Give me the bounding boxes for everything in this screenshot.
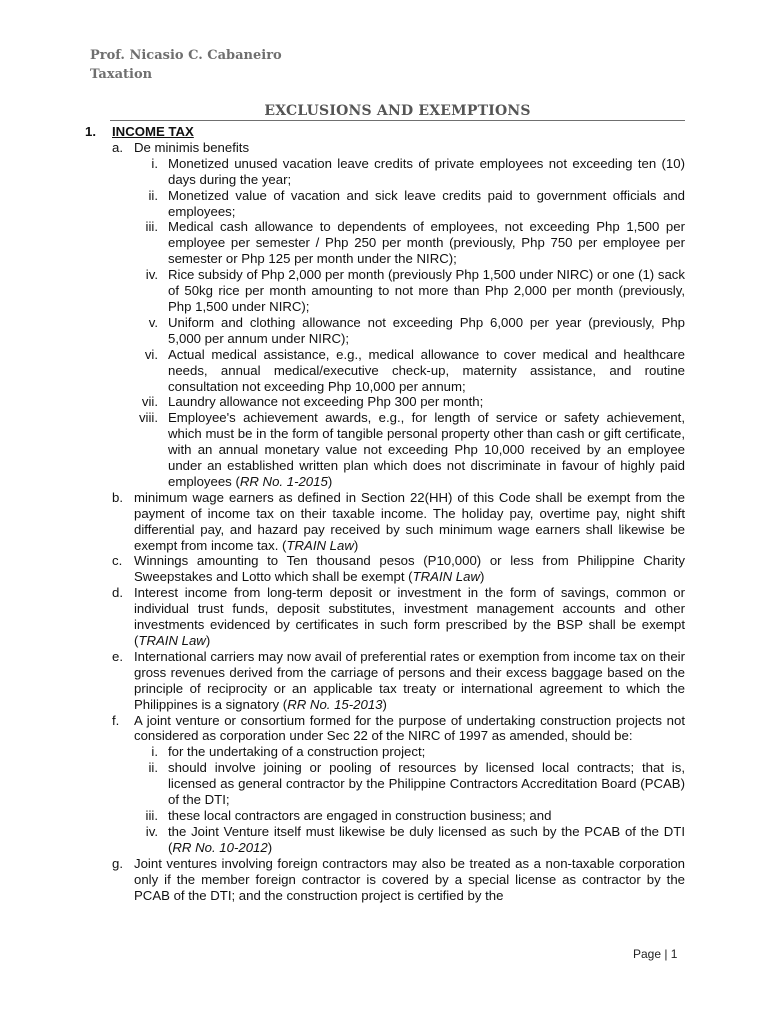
- closing-paren: ): [382, 696, 387, 712]
- sublist-item-f-iv: [85, 824, 685, 856]
- title-rule: [110, 120, 685, 121]
- sublist-item-f-iii: [85, 808, 685, 824]
- item-marker: vi.: [144, 346, 158, 362]
- item-marker: iv.: [145, 267, 158, 283]
- sublist-item-a-viii: [85, 410, 685, 490]
- closing-paren: ): [479, 569, 485, 585]
- item-marker: g.: [112, 855, 123, 871]
- item-text: Laundry allowance not exceeding Php 300 per month;: [168, 394, 484, 410]
- sublist-item-a-vi: [85, 347, 685, 395]
- item-text: these local contractors are engaged in construction business; and: [168, 807, 552, 823]
- sublist-item-a-iii: [85, 219, 685, 267]
- sublist-item-f-i: [85, 744, 685, 760]
- closing-paren: ): [327, 473, 333, 489]
- item-text: Interest income from long-term deposit or investment in the form of savings, common or individual trust funds, deposit substitutes, investment management accounts and other investments evidenced by certificates in such form prescribed by the BSP shall be exempt (: [134, 585, 685, 648]
- sublist-item-a-ii: [85, 188, 685, 220]
- closing-paren: ): [267, 839, 273, 855]
- regulation-reference: RR No. 15-2013: [287, 696, 383, 712]
- closing-paren: ): [205, 633, 211, 648]
- document-body: [85, 124, 685, 903]
- item-marker: iii.: [145, 807, 158, 823]
- item-text: International carriers may now avail of preferential rates or exemption from income tax on their gross revenues derived from the carriage of persons and their excess baggage based on the principle of reciprocity or an applicable tax treaty or international agreement to which the Philippines is a signatory (: [134, 648, 685, 712]
- item-marker: v.: [148, 314, 158, 330]
- sublist-item-a-vii: [85, 394, 685, 410]
- regulation-reference: RR No. 1-2015: [239, 473, 328, 489]
- item-marker: f.: [112, 712, 120, 728]
- section-title: INCOME TAX: [112, 124, 194, 139]
- item-marker: viii.: [138, 410, 158, 426]
- item-text: Uniform and clothing allowance not exceeding Php 6,000 per year (previously, Php 5,000 per annum under NIRC);: [168, 314, 685, 346]
- sublist-item-a-i: [85, 156, 685, 188]
- closing-paren: ): [353, 537, 359, 553]
- regulation-reference: TRAIN Law: [412, 569, 480, 585]
- item-text: De minimis benefits: [134, 139, 250, 155]
- item-marker: a.: [112, 139, 123, 155]
- regulation-reference: RR No. 10-2012: [172, 839, 268, 855]
- sublist-item-a-v: [85, 315, 685, 347]
- item-text: for the undertaking of a construction project;: [168, 744, 426, 760]
- document-title: EXCLUSIONS AND EXEMPTIONS: [264, 103, 531, 119]
- page-header: [90, 46, 282, 84]
- item-text: Winnings amounting to Ten thousand pesos (P10,000) or less from Philippine Charity Sweepstakes and Lotto which shall be exempt (: [134, 553, 685, 585]
- sublist-item-a-iv: [85, 267, 685, 315]
- item-text: Monetized unused vacation leave credits of private employees not exceeding ten (10) days during the year;: [168, 155, 685, 187]
- item-text: minimum wage earners as defined in Section 22(HH) of this Code shall be exempt from the payment of income tax on their taxable income. The holiday pay, overtime pay, night shift differential pay, and hazard pay received by such minimum wage earners shall likewise be exempt from income tax. (: [134, 489, 685, 553]
- item-marker: i.: [151, 744, 158, 760]
- item-marker: iii.: [145, 219, 158, 235]
- item-marker: c.: [112, 553, 123, 569]
- list-item-c: [85, 553, 685, 585]
- regulation-reference: TRAIN Law: [286, 537, 354, 553]
- list-item-d: [85, 585, 685, 649]
- item-text: Monetized value of vacation and sick leave credits paid to government officials and employees;: [168, 187, 685, 219]
- section-number: 1.: [85, 124, 96, 139]
- item-text: Joint ventures involving foreign contractors may also be treated as a non-taxable corporation only if the member foreign contractor is covered by a special license as contractor by the PCAB of the DTI; and the construction project is certified by the: [134, 855, 685, 903]
- regulation-reference: TRAIN Law: [138, 633, 206, 648]
- document-title-block: [110, 103, 685, 119]
- section-heading: [85, 124, 685, 140]
- item-marker: e.: [112, 648, 123, 664]
- item-text: Actual medical assistance, e.g., medical allowance to cover medical and healthcare needs, annual medical/executive check-up, maternity assistance, and routine consultation not exceeding Php 10,000 per annum;: [168, 346, 685, 394]
- author-name: Prof. Nicasio C. Cabaneiro: [90, 48, 282, 63]
- item-text: Employee's achievement awards, e.g., for length of service or safety achievement, which must be in the form of tangible personal property other than cash or gift certificate, with an annual monetary value not exceeding Php 10,000 received by an employee under an established written plan which does not discriminate in favour of highly paid employees (: [168, 410, 685, 489]
- item-marker: i.: [151, 155, 158, 171]
- list-item-a: [85, 140, 685, 156]
- item-text: should involve joining or pooling of resources by licensed local contracts; that is, licensed as general contractor by the Philippine Contractors Accreditation Board (PCAB) of the DTI;: [168, 760, 685, 808]
- item-text: Rice subsidy of Php 2,000 per month (previously Php 1,500 under NIRC) or one (1) sack of 50kg rice per month amounting to not more than Php 2,000 per month (previously, Php 1,500 under NIRC);: [168, 267, 685, 314]
- item-marker: d.: [112, 585, 123, 601]
- list-item-f: [85, 713, 685, 745]
- item-text: A joint venture or consortium formed for the purpose of undertaking construction projects not considered as corporation under Sec 22 of the NIRC of 1997 as amended, should be:: [134, 712, 685, 744]
- list-item-e: [85, 649, 685, 713]
- item-marker: vii.: [141, 394, 158, 410]
- item-marker: ii.: [148, 187, 158, 203]
- list-item-g: [85, 856, 685, 904]
- item-text: the Joint Venture itself must likewise be duly licensed as such by the PCAB of the DTI (: [168, 823, 685, 855]
- page-number: Page | 1: [633, 947, 678, 961]
- item-marker: b.: [112, 489, 123, 505]
- item-marker: iv.: [145, 823, 158, 839]
- item-text: Medical cash allowance to dependents of employees, not exceeding Php 1,500 per employee per semester / Php 250 per month (previously, Php 750 per employee per semester or Php 125 per month under the NIRC);: [168, 219, 685, 267]
- item-marker: ii.: [148, 760, 158, 776]
- sublist-item-f-ii: [85, 760, 685, 808]
- list-item-b: [85, 490, 685, 554]
- subject-name: Taxation: [90, 67, 153, 82]
